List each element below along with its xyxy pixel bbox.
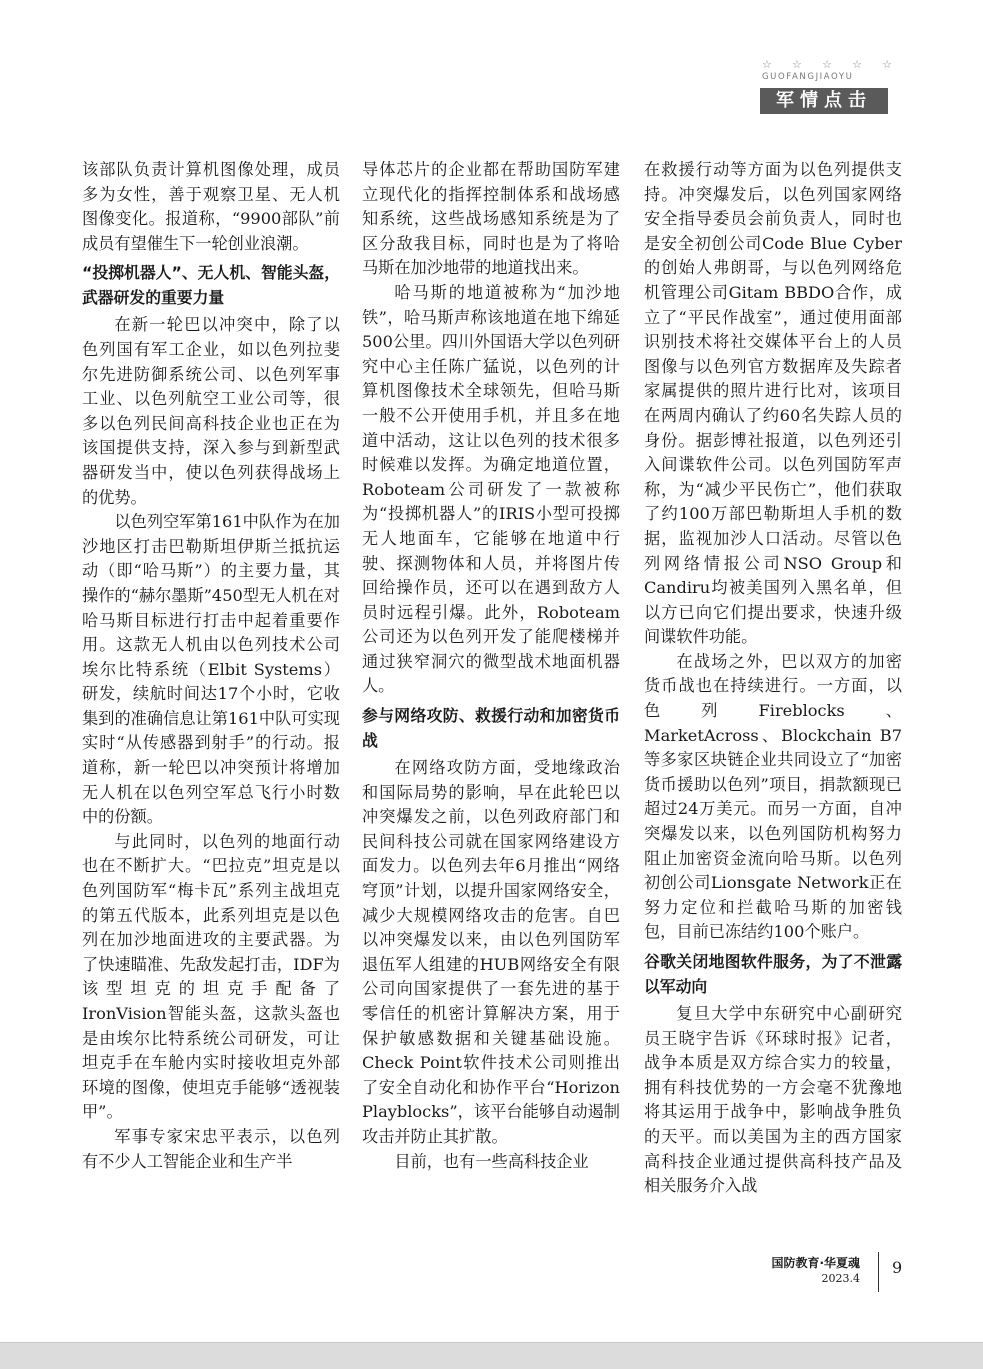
star-icon: ☆ [762,58,772,71]
paragraph: 导体芯片的企业都在帮助国防军建立现代化的指挥控制体系和战场感知系统，这些战场感知系统是为了区分敌我目标，同时也是为了将哈马斯在加沙地带的地道找出来。 [362,160,620,278]
header-pinyin: GUOFANGJIAOYU [762,72,854,82]
star-icon: ☆ [852,58,862,71]
article-column-2 [362,158,620,1238]
paragraph: 军事专家宋忠平表示，以色列有不少人工智能企业和生产半 [82,1126,340,1171]
paragraph: 与此同时，以色列的地面行动也在不断扩大。“巴拉克”坦克是以色列国防军“梅卡瓦”系列主战坦克的第五代版本，此系列坦克是以色列在加沙地面进攻的主要武器。为了快速瞄准、先敌发起打击，IDF为该型坦克的坦克手配备了IronVision智能头盔，这款头盔也是由埃尔比特系统公司研发，可让坦克手在车舱内实时接收坦克外部环境的图像，使坦克手能够“透视装甲”。 [82,831,340,1122]
star-icon: ☆ [792,58,802,71]
issue-date: 2023.4 [821,1272,860,1285]
star-icon: ☆ [882,58,892,71]
footer-divider [878,1252,879,1292]
page-footer [750,1252,930,1292]
viewer-bottom-bar [0,1342,983,1369]
section-heading: 参与网络攻防、救援行动和加密货币战 [362,706,620,751]
paragraph: 在新一轮巴以冲突中，除了以色列国有军工企业，如以色列拉斐尔先进防御系统公司、以色列军事工业、以色列航空工业公司等，很多以色列民间高科技企业也正在为该国提供支持，深入参与到新型武器研发当中，使以色列获得战场上的优势。 [82,315,340,507]
paragraph: 在救援行动等方面为以色列提供支持。冲突爆发后，以色列国家网络安全指导委员会前负责人，同时也是安全初创公司Code Blue Cyber的创始人弗朗哥，与以色列网络危机管理公司Gitam BBDO合作，成立了“平民作战室”，通过使用面部识别技术将社交媒体平台上的人员图像与以色列官方数据库及失踪者家属提供的照片进行比对，该项目在两周内确认了约60名失踪人员的身份。据彭博社报道，以色列还引入间谍软件公司。以色列国防军声称，为“减少平民伤亡”，他们获取了约100万部巴勒斯坦人手机的数据，监视加沙人口活动。尽管以色列网络情报公司NSO Group和Candiru均被美国列入黑名单，但以方已向它们提出要求，快速升级间谍软件功能。 [644,160,902,647]
paragraph: 复旦大学中东研究中心副研究员王晓宇告诉《环球时报》记者，战争本质是双方综合实力的较量，拥有科技优势的一方会毫不犹豫地将其运用于战争中，影响战争胜负的天平。而以美国为主的西方国家高科技企业通过提供高科技产品及相关服务介入战 [644,1004,902,1196]
paragraph: 哈马斯的地道被称为“加沙地铁”，哈马斯声称该地道在地下绵延500公里。四川外国语大学以色列研究中心主任陈广猛说，以色列的计算机图像技术全球领先，但哈马斯一般不公开使用手机，并且多在地道中活动，这让以色列的技术很多时候难以发挥。为确定地道位置，Roboteam公司研发了一款被称为“投掷机器人”的IRIS小型可投掷无人地面车，它能够在地道中行驶、探测物体和人员，并将图片传回给操作员，还可以在遇到敌方人员时远程引爆。此外，Roboteam公司还为以色列开发了能爬楼梯并通过狭窄洞穴的微型战术地面机器人。 [362,282,620,696]
article-column-3 [644,158,902,1238]
paragraph: 在战场之外，巴以双方的加密货币战也在持续进行。一方面，以色列Fireblocks、MarketAcross、Blockchain B7等多家区块链企业共同设立了“加密货币援助以色列”项目，捐款额现已超过24万美元。而另一方面，自冲突爆发以来，以色列国防机构努力阻止加密资金流向哈马斯。以色列初创公司Lionsgate Network正在努力定位和拦截哈马斯的加密钱包，目前已冻结约100个账户。 [644,651,902,942]
section-heading: 谷歌关闭地图软件服务，为了不泄露以军动向 [644,952,902,996]
magazine-name: 国防教育·华夏魂 [771,1256,860,1270]
header-stars [762,58,892,71]
star-icon: ☆ [822,58,832,71]
paragraph: 在网络攻防方面，受地缘政治和国际局势的影响，早在此轮巴以冲突爆发之前，以色列政府部门和民间科技公司就在国家网络建设方面发力。以色列去年6月推出“网络穹顶”计划，以提升国家网络安全，减少大规模网络攻击的危害。自巴以冲突爆发以来，由以色列国防军退伍军人组建的HUB网络安全有限公司向国家提供了一套先进的基于零信任的机密计算解决方案，用于保护敏感数据和关键基础设施。Check Point软件技术公司则推出了安全自动化和协作平台“Horizon Playblocks”，该平台能够自动遏制攻击并防止其扩散。 [362,758,620,1146]
article-column-1 [82,158,340,1238]
paragraph: 以色列空军第161中队作为在加沙地区打击巴勒斯坦伊斯兰抵抗运动（即“哈马斯”）的主要力量，其操作的“赫尔墨斯”450型无人机在对哈马斯目标进行打击中起着重要作用。这款无人机由以色列技术公司埃尔比特系统（Elbit Systems）研发，续航时间达17个小时，它收集到的准确信息让第161中队可实现实时“从传感器到射手”的行动。报道称，新一轮巴以冲突预计将增加无人机在以色列空军总飞行小时数中的份额。 [82,512,340,827]
section-heading: “投掷机器人”、无人机、智能头盔，武器研发的重要力量 [82,263,340,308]
page-number: 9 [892,1258,903,1277]
paragraph: 目前，也有一些高科技企业 [394,1151,589,1171]
paragraph: 该部队负责计算机图像处理，成员多为女性，善于观察卫星、无人机图像变化。报道称，“9900部队”前成员有望催生下一轮创业浪潮。 [82,160,340,253]
section-title: 军情点击 [760,88,888,114]
